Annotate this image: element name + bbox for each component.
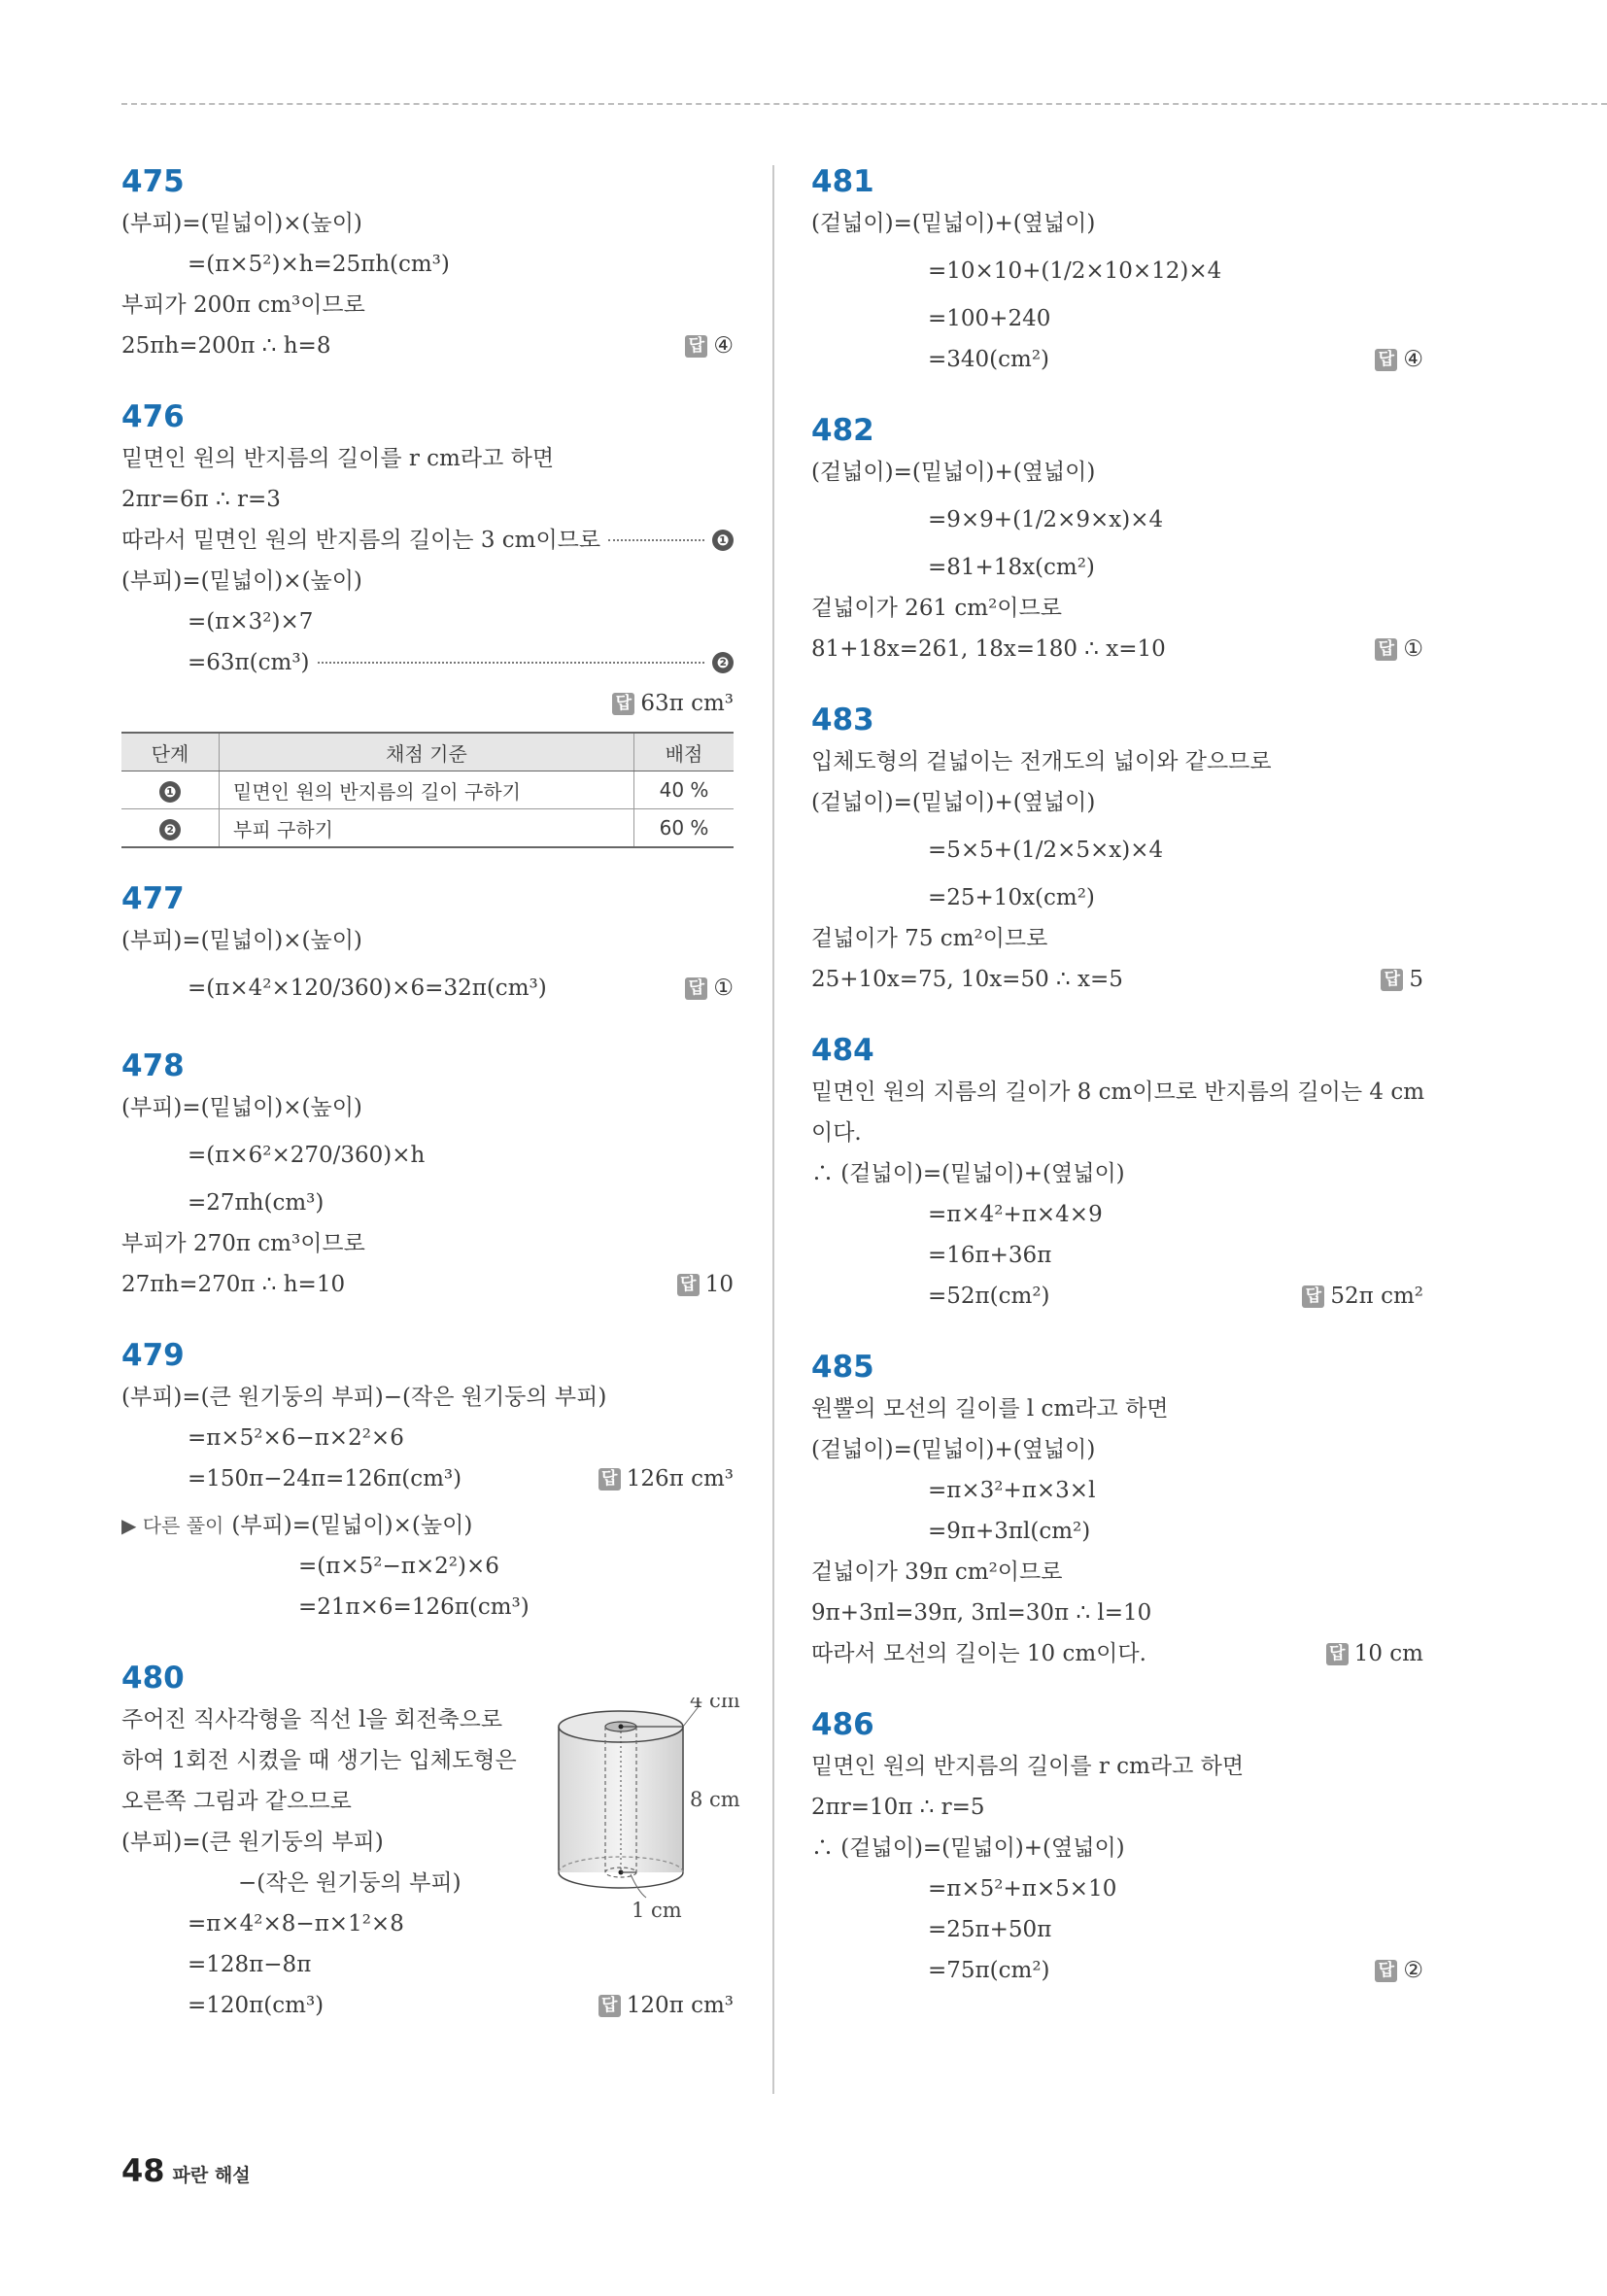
problem-number: 481 bbox=[811, 164, 874, 199]
problem-481 bbox=[811, 160, 1423, 380]
solution-line: (겉넓이)=(밑넓이)+(옆넓이) bbox=[811, 211, 1096, 236]
answer-value: ② bbox=[1403, 1958, 1423, 1983]
answer-value: ④ bbox=[1403, 347, 1423, 372]
solution-line: =120π(cm³) bbox=[188, 1993, 325, 2018]
solution-line: −(작은 원기둥의 부피) bbox=[238, 1870, 462, 1896]
solution-line: =25π+50π bbox=[928, 1917, 1052, 1942]
solution-line: =128π−8π bbox=[188, 1952, 312, 1977]
solution-line: (부피)=(밑넓이)×(높이) bbox=[121, 211, 362, 236]
answer bbox=[685, 332, 734, 360]
solution-line: =(π×3²)×7 bbox=[188, 609, 314, 634]
column-divider bbox=[772, 165, 774, 2094]
solution-line: 부피가 270π cm³이므로 bbox=[121, 1231, 365, 1256]
solution-line: =63π(cm³) bbox=[188, 650, 310, 675]
solution-line: 밑면인 원의 지름의 길이가 8 cm이므로 반지름의 길이는 4 cm bbox=[811, 1079, 1425, 1105]
problem-number: 478 bbox=[121, 1048, 185, 1083]
problem-479 bbox=[121, 1334, 734, 1628]
solution-line: =π×4²×8−π×1²×8 bbox=[188, 1911, 404, 1936]
solution-line: =(π×5²)×h=25πh(cm³) bbox=[188, 252, 450, 277]
problem-485 bbox=[811, 1346, 1423, 1674]
solution-line: 오른쪽 그림과 같으므로 bbox=[121, 1789, 352, 1814]
table-cell: 밑면인 원의 반지름의 길이 구하기 bbox=[220, 771, 634, 809]
problem-484 bbox=[811, 1029, 1423, 1317]
step-marker-2: ❷ bbox=[159, 819, 181, 840]
solution-line: =27πh(cm³) bbox=[188, 1190, 325, 1216]
solution-line: 2πr=6π ∴ r=3 bbox=[121, 487, 281, 512]
solution-line: 밑면인 원의 반지름의 길이를 r cm라고 하면 bbox=[121, 446, 555, 471]
answer bbox=[1302, 1283, 1423, 1310]
problem-number: 477 bbox=[121, 881, 185, 916]
solution-line: (부피)=(밑넓이)×(높이) bbox=[121, 1095, 362, 1120]
table-row bbox=[121, 771, 734, 809]
step-marker-2: ❷ bbox=[712, 652, 734, 673]
solution-line: 2πr=10π ∴ r=5 bbox=[811, 1795, 985, 1820]
solution-line: =π×5²+π×5×10 bbox=[928, 1876, 1117, 1902]
answer-mark-icon: 답 bbox=[1302, 1285, 1324, 1308]
solution-line: =π×4²+π×4×9 bbox=[928, 1202, 1103, 1227]
problem-number: 484 bbox=[811, 1033, 874, 1068]
solution-line: =16π+36π bbox=[928, 1243, 1052, 1268]
table-header: 채점 기준 bbox=[220, 733, 634, 771]
solution-line: (부피)=(밑넓이)×(높이) bbox=[231, 1513, 473, 1538]
answer-value: ① bbox=[1403, 636, 1423, 662]
solution-line: =(π×6²×270/360)×h bbox=[188, 1143, 426, 1168]
solution-line: =340(cm²) bbox=[928, 347, 1050, 372]
problem-number: 486 bbox=[811, 1707, 874, 1742]
answer bbox=[598, 1992, 734, 2019]
solution-line: =5×5+(1/2×5×x)×4 bbox=[928, 838, 1164, 863]
table-cell: 부피 구하기 bbox=[220, 809, 634, 848]
problem-483 bbox=[811, 699, 1423, 1000]
solution-line: 겉넓이가 39π cm²이므로 bbox=[811, 1559, 1063, 1585]
table-row bbox=[121, 809, 734, 848]
fig-label-inner-radius: 1 cm bbox=[632, 1899, 682, 1921]
answer bbox=[677, 1271, 734, 1298]
table-header: 배점 bbox=[634, 733, 735, 771]
solution-line: (부피)=(큰 원기둥의 부피)−(작은 원기둥의 부피) bbox=[121, 1385, 607, 1410]
solution-line: 겉넓이가 75 cm²이므로 bbox=[811, 926, 1048, 951]
step-marker-1: ❶ bbox=[712, 530, 734, 551]
answer-mark-icon: 답 bbox=[1381, 969, 1403, 991]
problem-number: 485 bbox=[811, 1350, 874, 1385]
solution-line: 부피가 200π cm³이므로 bbox=[121, 292, 365, 318]
table-cell: 60 % bbox=[634, 809, 735, 848]
solution-line: 25πh=200π ∴ h=8 bbox=[121, 333, 331, 359]
solution-line: 밑면인 원의 반지름의 길이를 r cm라고 하면 bbox=[811, 1754, 1245, 1779]
problem-number: 476 bbox=[121, 399, 185, 434]
hollow-cylinder-diagram bbox=[549, 1697, 743, 1921]
page-footer bbox=[121, 2152, 251, 2189]
solution-line: 입체도형의 겉넓이는 전개도의 넓이와 같으므로 bbox=[811, 749, 1272, 774]
answer-mark-icon: 답 bbox=[1375, 638, 1397, 661]
page-number: 48 bbox=[121, 2152, 165, 2189]
problem-number: 483 bbox=[811, 703, 874, 737]
top-dashed-rule bbox=[121, 103, 1607, 105]
solution-line: =π×3²+π×3×l bbox=[928, 1478, 1096, 1503]
problem-number: 475 bbox=[121, 164, 185, 199]
solution-line: (부피)=(밑넓이)×(높이) bbox=[121, 568, 362, 594]
problem-476 bbox=[121, 395, 734, 848]
solution-line: =π×5²×6−π×2²×6 bbox=[188, 1425, 404, 1451]
step-marker-1: ❶ bbox=[159, 781, 181, 803]
answer bbox=[1375, 635, 1423, 663]
solution-line: 27πh=270π ∴ h=10 bbox=[121, 1272, 346, 1297]
solution-line: ∴ (겉넓이)=(밑넓이)+(옆넓이) bbox=[811, 1161, 1125, 1186]
solution-line: 원뿔의 모선의 길이를 l cm라고 하면 bbox=[811, 1396, 1169, 1422]
cylinder-figure bbox=[549, 1697, 743, 1921]
problem-482 bbox=[811, 409, 1423, 669]
answer-mark-icon: 답 bbox=[1375, 1960, 1397, 1982]
solution-line: (부피)=(큰 원기둥의 부피) bbox=[121, 1830, 384, 1855]
problem-477 bbox=[121, 877, 734, 1015]
solution-line: =(π×5²−π×2²)×6 bbox=[298, 1554, 499, 1579]
solution-line: 겉넓이가 261 cm²이므로 bbox=[811, 596, 1062, 621]
answer-value: ④ bbox=[713, 333, 734, 359]
answer-mark-icon: 답 bbox=[598, 1468, 621, 1491]
table-cell: 40 % bbox=[634, 771, 735, 809]
solution-line: 81+18x=261, 18x=180 ∴ x=10 bbox=[811, 636, 1166, 662]
answer bbox=[1375, 1957, 1423, 1984]
dotted-leader bbox=[318, 662, 704, 664]
solution-line: 따라서 밑면인 원의 반지름의 길이는 3 cm이므로 bbox=[121, 528, 601, 553]
dotted-leader bbox=[608, 539, 704, 541]
problem-480 bbox=[121, 1657, 740, 2026]
answer-mark-icon: 답 bbox=[685, 335, 707, 358]
solution-line: =21π×6=126π(cm³) bbox=[298, 1594, 530, 1620]
solution-line: (겉넓이)=(밑넓이)+(옆넓이) bbox=[811, 460, 1096, 485]
answer-value: 63π cm³ bbox=[640, 691, 734, 716]
solution-line: =10×10+(1/2×10×12)×4 bbox=[928, 258, 1222, 284]
solution-line: =9×9+(1/2×9×x)×4 bbox=[928, 507, 1164, 532]
fig-label-height: 8 cm bbox=[690, 1788, 740, 1811]
solution-line: (부피)=(밑넓이)×(높이) bbox=[121, 928, 362, 953]
answer-value: 126π cm³ bbox=[626, 1466, 734, 1491]
solution-line: =(π×4²×120/360)×6=32π(cm³) bbox=[188, 976, 547, 1001]
answer-mark-icon: 답 bbox=[1326, 1643, 1349, 1665]
answer bbox=[612, 690, 734, 717]
answer-value: 10 bbox=[704, 1272, 734, 1297]
problem-478 bbox=[121, 1045, 734, 1305]
solution-line: =100+240 bbox=[928, 306, 1051, 331]
answer-mark-icon: 답 bbox=[1375, 349, 1397, 371]
problem-number: 480 bbox=[121, 1661, 185, 1696]
answer-mark-icon: 답 bbox=[612, 693, 634, 715]
answer bbox=[685, 975, 734, 1002]
solution-line: =25+10x(cm²) bbox=[928, 885, 1095, 910]
right-column bbox=[811, 160, 1423, 2020]
solution-line: =9π+3πl(cm²) bbox=[928, 1519, 1091, 1544]
solution-line: =75π(cm²) bbox=[928, 1958, 1050, 1983]
solution-line: 9π+3πl=39π, 3πl=30π ∴ l=10 bbox=[811, 1600, 1152, 1626]
problem-number: 479 bbox=[121, 1338, 185, 1373]
solution-line: =81+18x(cm²) bbox=[928, 555, 1095, 580]
solution-line: 주어진 직사각형을 직선 l을 회전축으로 bbox=[121, 1707, 503, 1732]
solution-line: =150π−24π=126π(cm³) bbox=[188, 1466, 462, 1491]
problem-486 bbox=[811, 1703, 1423, 1991]
fig-label-radius: 4 cm bbox=[690, 1697, 740, 1712]
solution-line: 25+10x=75, 10x=50 ∴ x=5 bbox=[811, 967, 1123, 992]
solution-line: =52π(cm²) bbox=[928, 1284, 1050, 1309]
solution-line: 이다. bbox=[811, 1120, 862, 1146]
solution-line: ∴ (겉넓이)=(밑넓이)+(옆넓이) bbox=[811, 1835, 1125, 1861]
scoring-table bbox=[121, 732, 734, 848]
answer-value: 120π cm³ bbox=[626, 1993, 734, 2018]
answer-mark-icon: 답 bbox=[677, 1274, 700, 1296]
other-solution-label: ▶ 다른 풀이 bbox=[121, 1514, 224, 1537]
answer-value: 52π cm² bbox=[1330, 1284, 1423, 1309]
answer bbox=[1326, 1640, 1423, 1667]
answer-value: ① bbox=[713, 976, 734, 1001]
answer-mark-icon: 답 bbox=[685, 977, 707, 1000]
answer bbox=[1375, 346, 1423, 373]
solution-line: 하여 1회전 시켰을 때 생기는 입체도형은 bbox=[121, 1748, 517, 1773]
solution-line: (겉넓이)=(밑넓이)+(옆넓이) bbox=[811, 1437, 1096, 1462]
answer bbox=[598, 1465, 734, 1492]
book-label: 파란 해설 bbox=[172, 2165, 251, 2186]
solution-line: (겉넓이)=(밑넓이)+(옆넓이) bbox=[811, 790, 1096, 815]
left-column bbox=[121, 160, 740, 2055]
problem-number: 482 bbox=[811, 413, 874, 448]
answer-mark-icon: 답 bbox=[598, 1995, 621, 2017]
answer-value: 10 cm bbox=[1353, 1641, 1423, 1666]
problem-475 bbox=[121, 160, 734, 366]
table-header: 단계 bbox=[121, 733, 220, 771]
solution-line: 따라서 모선의 길이는 10 cm이다. bbox=[811, 1641, 1146, 1666]
answer bbox=[1381, 966, 1423, 993]
answer-value: 5 bbox=[1409, 967, 1423, 992]
